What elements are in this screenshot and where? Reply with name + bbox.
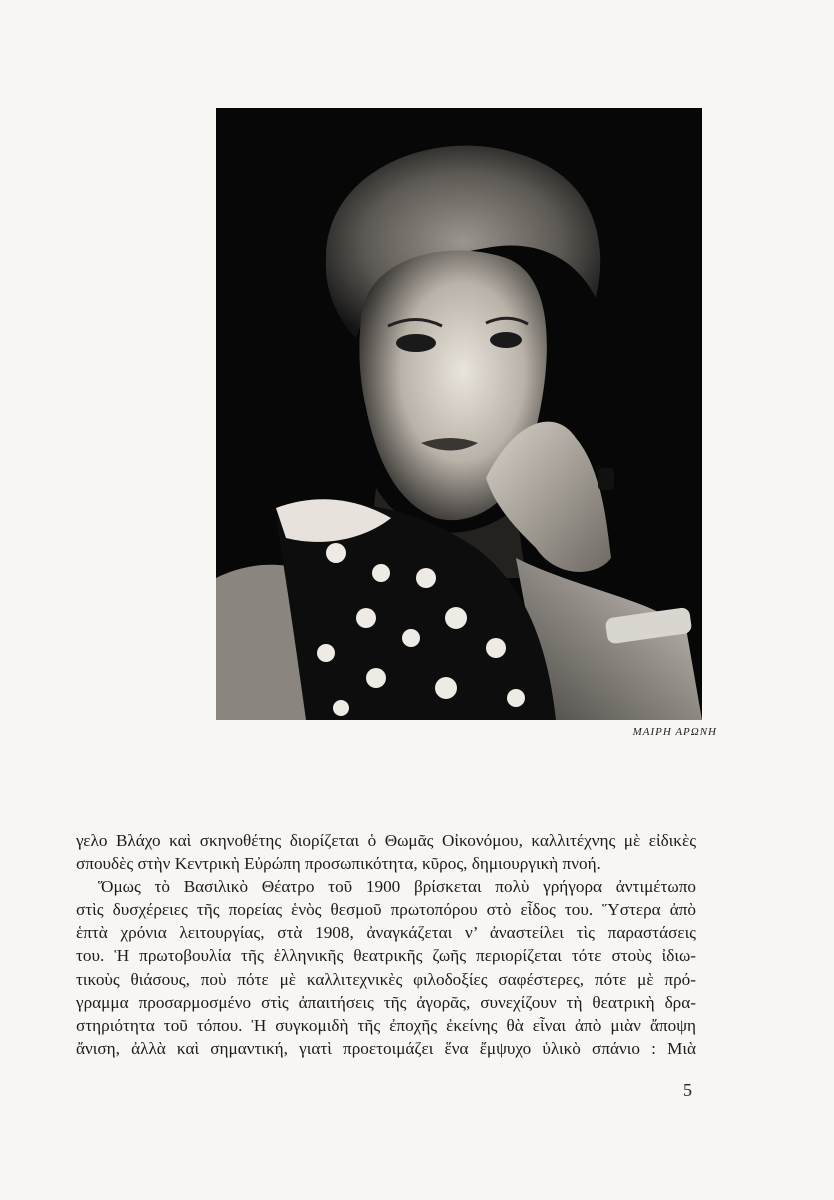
text-line: γραμμα προσαρμοσμένο στὶς ἀπαιτήσεις τῆς ἀγορᾶς, συνεχίζουν τὴ θεατρικὴ δρα- [76, 992, 696, 1012]
text-line: στὶς δυσχέρειες τῆς πορείας ἑνὸς θεσμοῦ πρωτοπόρου στὸ εἶδος του. Ὕστερα ἀπὸ [76, 900, 696, 920]
text-line: τικοὺς θιάσους, ποὺ πότε μὲ καλλιτεχνικὲς φιλοδοξίες σαφέστερες, πότε μὲ πρό- [76, 969, 696, 989]
portrait-image [216, 108, 702, 720]
photo-caption: ΜΑΙΡΗ ΑΡΩΝΗ [632, 726, 717, 738]
text-line: ἄνιση, ἀλλὰ καὶ σημαντική, γιατὶ προετοιμάζει ἕνα ἔμψυχο ὑλικὸ σπάνιο : Μιὰ [76, 1038, 696, 1058]
body-text [76, 829, 696, 1060]
text-line: του. Ἡ πρωτοβουλία τῆς ἑλληνικῆς θεατρικῆς ζωῆς περιορίζεται τότε στοὺς ἰδιω- [76, 946, 696, 966]
text-line: ἑπτὰ χρόνια λειτουργίας, στὰ 1908, ἀναγκάζεται ν’ ἀναστείλει τὶς παραστάσεις [76, 923, 696, 943]
text-line: στηριότητα τοῦ τόπου. Ἡ συγκομιδὴ τῆς ἐποχῆς ἐκείνης θὰ εἶναι ἀπὸ μιὰν ἄποψη [76, 1015, 696, 1035]
text-line: σπουδὲς στὴν Κεντρικὴ Εὐρώπη προσωπικότητα, κῦρος, δημιουργικὴ πνοή. [76, 854, 601, 874]
paragraph-1 [76, 829, 696, 875]
page-number: 5 [683, 1080, 692, 1100]
text-line: Ὅμως τὸ Βασιλικὸ Θέατρο τοῦ 1900 βρίσκεται πολὺ γρήγορα ἀντιμέτωπο [98, 877, 696, 897]
paragraph-2 [76, 875, 696, 1060]
text-line: γελο Βλάχο καὶ σκηνοθέτης διορίζεται ὁ Θωμᾶς Οἰκονόμου, καλλιτέχνης μὲ εἰδικὲς [76, 831, 696, 850]
portrait-photo [216, 108, 702, 720]
